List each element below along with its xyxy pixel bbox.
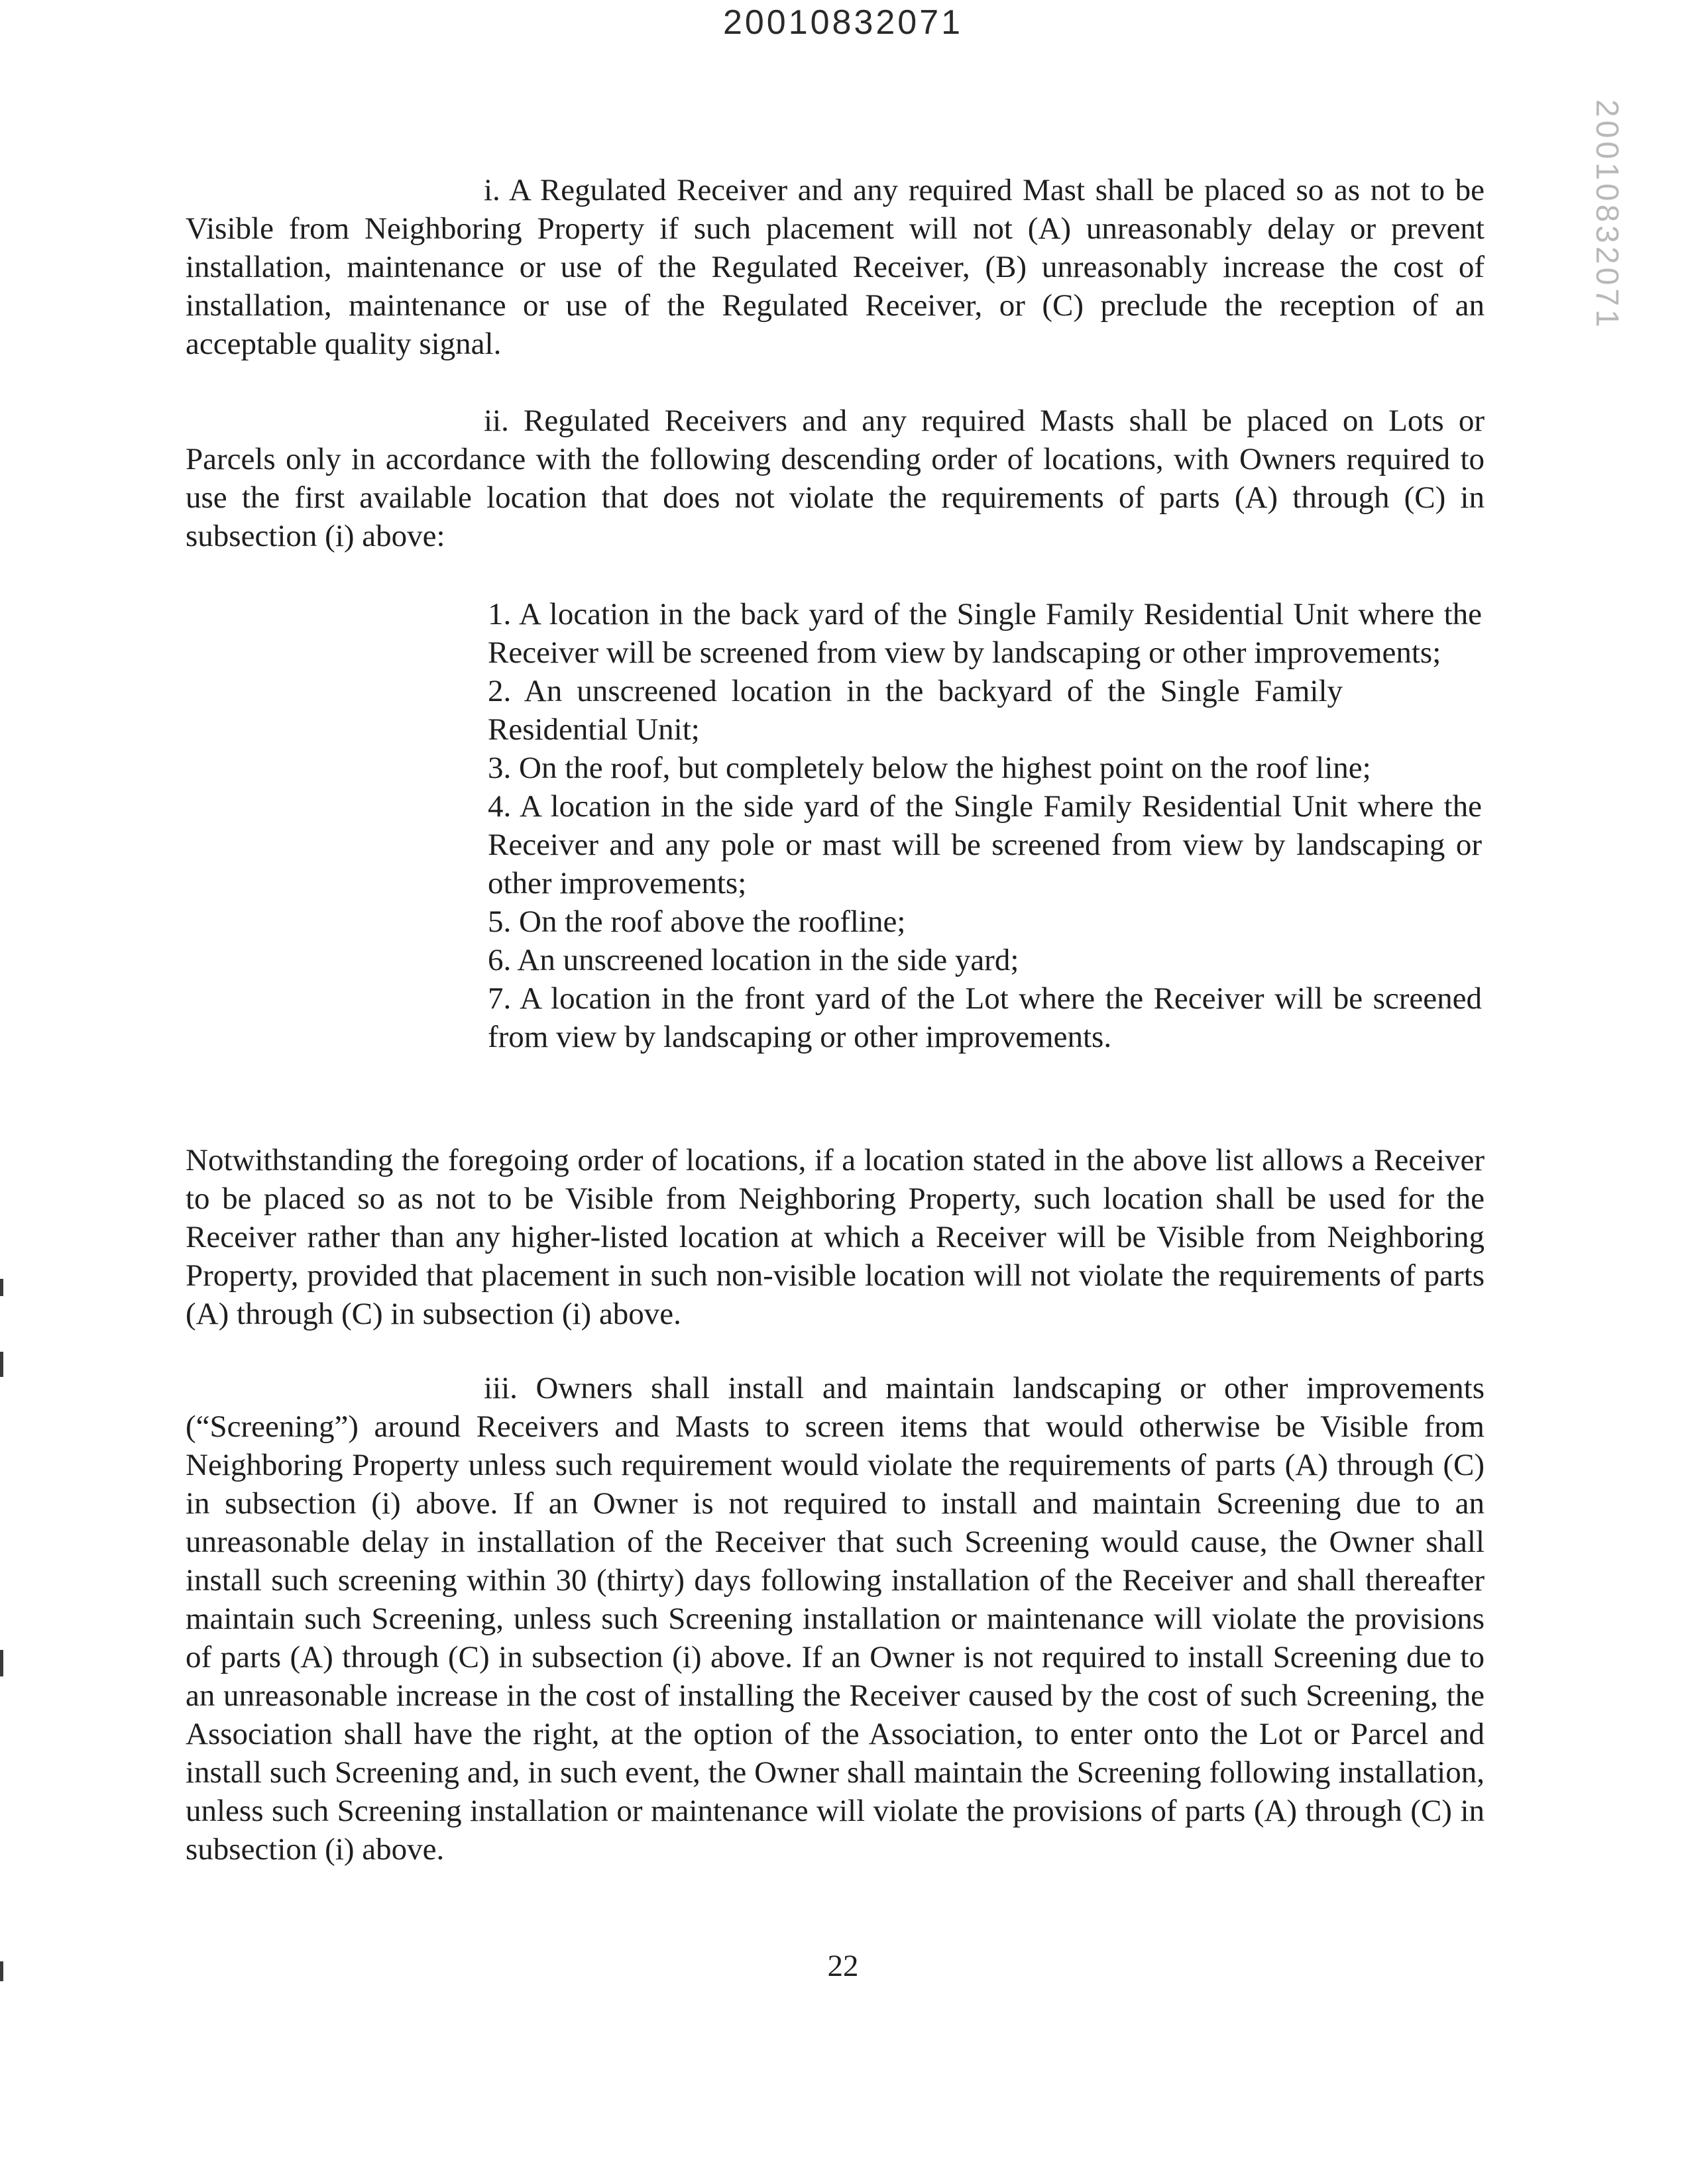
- list-item: 7. A location in the front yard of the Lot where the Receiver will be screened from view by landscaping or other improvements.: [488, 981, 1482, 1054]
- scan-margin-mark: [0, 1961, 3, 1981]
- document-number: 20010832071: [722, 3, 964, 42]
- paragraph-i: i. A Regulated Receiver and any required Mast shall be placed so as not to be Visible from Neighboring Property if such placement will not (A) unreasonably delay or prevent installation, maintenance or use of the Regulated Receiver, (B) unreasonably increase the cost of installation, maintenance or use of the Regulated Receiver, or (C) preclude the reception of an acceptable quality signal.: [186, 173, 1485, 361]
- paragraph-iii: iii. Owners shall install and maintain landscaping or other improvements (“Screening”) around Receivers and Masts to screen items that would otherwise be Visible from Neighboring Property unless such requirement would violate the requirements of parts (A) through (C) in subsection (i) above. If an Owner is not required to install and maintain Screening due to an unreasonable delay in installation of the Receiver that such Screening would cause, the Owner shall install such screening within 30 (thirty) days following installation of the Receiver and shall thereafter maintain such Screening, unless such Screening installation or maintenance will violate the provisions of parts (A) through (C) in subsection (i) above. If an Owner is not required to install Screening due to an unreasonable increase in the cost of installing the Receiver caused by the cost of such Screening, the Association shall have the right, at the option of the Association, to enter onto the Lot or Parcel and install such Screening and, in such event, the Owner shall maintain the Screening following installation, unless such Screening installation or maintenance will violate the provisions of parts (A) through (C) in subsection (i) above.: [186, 1371, 1485, 1867]
- list-item: 2. An unscreened location in the backyard of the Single Family Residential Unit;: [488, 674, 1343, 747]
- scan-margin-mark: [0, 1279, 3, 1296]
- recording-stamp: 20010832071: [1589, 99, 1624, 331]
- scan-margin-mark: [0, 1352, 3, 1377]
- list-item: 4. A location in the side yard of the Single Family Residential Unit where the Receiver and any pole or mast will be screened from view by landscaping or other improvements;: [488, 789, 1482, 901]
- list-item: 1. A location in the back yard of the Single Family Residential Unit where the Receiver will be screened from view by landscaping or other improvements;: [488, 597, 1482, 670]
- list-item: 3. On the roof, but completely below the highest point on the roof line;: [488, 751, 1371, 785]
- scan-margin-mark: [0, 1650, 3, 1676]
- list-item: 6. An unscreened location in the side yard;: [488, 943, 1019, 977]
- paragraph-notwithstanding: Notwithstanding the foregoing order of locations, if a location stated in the above list allows a Receiver to be placed so as not to be Visible from Neighboring Property, such location shall be used for the Receiver rather than any higher-listed location at which a Receiver will be Visible from Neighboring Property, provided that placement in such non-visible location will not violate the requirements of parts (A) through (C) in subsection (i) above.: [186, 1143, 1485, 1331]
- location-list: [488, 595, 1482, 1056]
- page-number: 22: [827, 1949, 859, 1983]
- list-item: 5. On the roof above the roofline;: [488, 904, 906, 939]
- paragraph-ii: ii. Regulated Receivers and any required Masts shall be placed on Lots or Parcels only in accordance with the following descending order of locations, with Owners required to use the first available location that does not violate the requirements of parts (A) through (C) in subsection (i) above:: [186, 404, 1485, 553]
